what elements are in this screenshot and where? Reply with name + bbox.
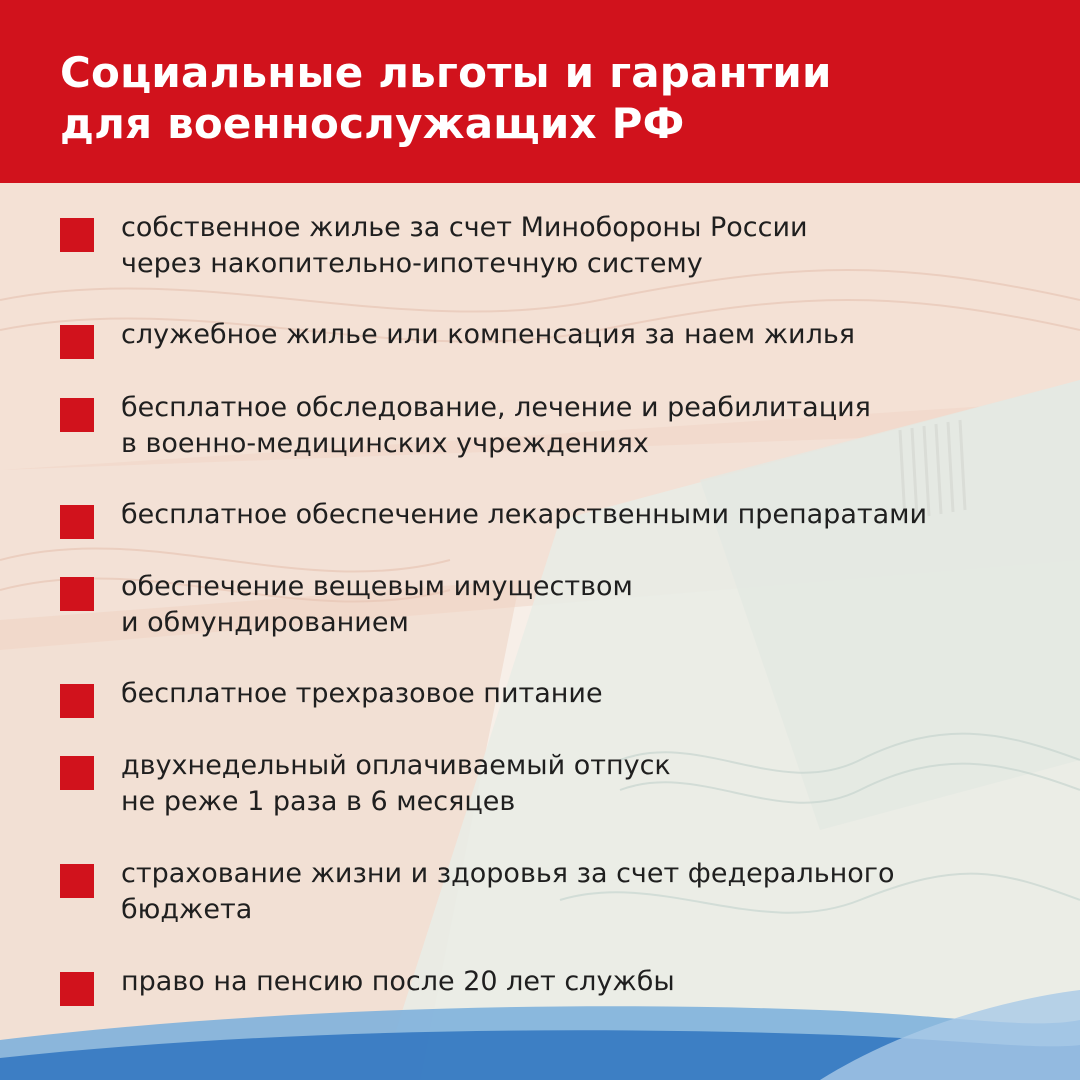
benefit-line: двухнедельный оплачиваемый отпуск (121, 750, 671, 781)
benefit-line: бесплатное трехразовое питание (121, 678, 603, 709)
benefit-text (121, 210, 1056, 282)
red-square-bullet-icon (60, 972, 94, 1006)
benefit-text (121, 748, 1056, 820)
title-line-1: Социальные льготы и гарантии (60, 48, 832, 97)
benefit-line: не реже 1 раза в 6 месяцев (121, 786, 516, 817)
red-square-bullet-icon (60, 684, 94, 718)
red-square-bullet-icon (60, 325, 94, 359)
red-square-bullet-icon (60, 577, 94, 611)
benefit-line: бесплатное обследование, лечение и реабилитация (121, 392, 871, 423)
red-square-bullet-icon (60, 218, 94, 252)
benefit-line: бюджета (121, 894, 253, 925)
benefit-line: через накопительно-ипотечную систему (121, 248, 703, 279)
benefit-line: служебное жилье или компенсация за наем жилья (121, 319, 855, 350)
benefit-line: страхование жизни и здоровья за счет федерального (121, 858, 895, 889)
benefit-line: и обмундированием (121, 607, 409, 638)
benefit-line: бесплатное обеспечение лекарственными препаратами (121, 499, 928, 530)
benefit-text (121, 390, 1056, 462)
benefit-text (121, 856, 1056, 928)
red-square-bullet-icon (60, 398, 94, 432)
red-square-bullet-icon (60, 756, 94, 790)
benefit-text (121, 676, 1056, 712)
benefit-line: право на пенсию после 20 лет службы (121, 966, 675, 997)
benefit-text (121, 497, 1056, 533)
benefit-line: собственное жилье за счет Минобороны России (121, 212, 808, 243)
benefit-line: обеспечение вещевым имуществом (121, 571, 633, 602)
title-line-2: для военнослужащих РФ (60, 99, 685, 148)
red-square-bullet-icon (60, 505, 94, 539)
benefit-text (121, 964, 1056, 1000)
benefit-line: в военно-медицинских учреждениях (121, 428, 649, 459)
benefit-text (121, 317, 1056, 353)
red-square-bullet-icon (60, 864, 94, 898)
benefit-text (121, 569, 1056, 641)
